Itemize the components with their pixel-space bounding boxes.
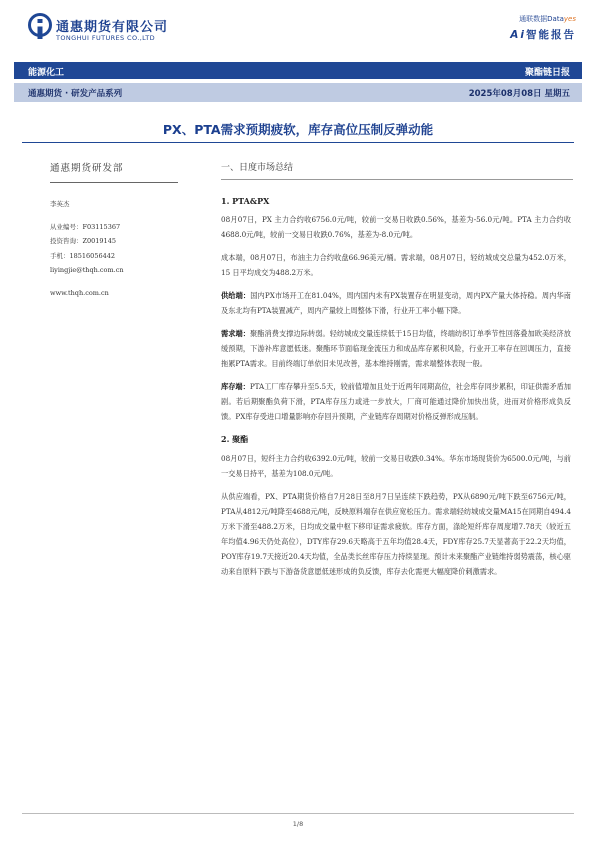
polyester-analysis-paragraph: 从供应端看，PX、PTA期货价格自7月28日至8月7日呈连续下跌趋势，PX从6890元/吨下跌至6756元/吨，PTA从4812元/吨降至4688元/吨，反映原料端存在供应宽松压力。需求端轻纺城成交量MA15在同期自494.4万米下滑至488.2万米，日均成交量中枢下移印证需求疲软。库存方面，涤纶短纤库存周度增7.78天（较近五年均值4.96天仍处高位），DTY库存29.6天略高于五年均值28.4天，FDY库存25.7天显著高于22.2天均值，POY库存19.7天接近20.4天均值，全品类长丝库存压力持续显现。预计未来聚酯产业链维持弱势震荡，核心驱动来自原料下跌与下游备货意愿低迷形成的负反馈，库存去化需更大幅度降价刺激需求。	[221, 492, 571, 576]
sidebar-divider	[50, 182, 178, 183]
subsection-pta-px: 1. PTA&PX	[221, 196, 270, 206]
series-label: 通惠期货 · 研发产品系列	[28, 89, 123, 99]
page-number: 1/8	[292, 820, 304, 828]
footer-divider	[22, 813, 574, 814]
analyst-name: 李英杰	[50, 200, 70, 208]
practice-license: 从业编号：F03115367	[50, 222, 121, 231]
section-divider	[221, 179, 573, 180]
cost-demand-paragraph: 成本端，08月07日，布油主力合约收盘66.96美元/桶。需求端，08月07日，轻纺城成交总量为452.0万米，15 日平均成交为488.2万米。	[221, 253, 571, 277]
company-name-cn: 通惠期货有限公司	[56, 20, 169, 35]
category-band	[14, 62, 582, 79]
demand-paragraph: 需求端：聚酯消费支撑边际转弱。轻纺城成交量连续低于15日均值，终端纺织订单季节性回落叠加欧美经济放缓预期，下游补库意愿低迷。聚酯环节面临现金流压力和成品库存累积风险，行业开工率存在回调压力，直接拖累PTA需求。目前终端订单依旧未见改善，基本维持刚需，需求端整体表现一般。	[221, 329, 571, 368]
inventory-paragraph: 库存端：PTA工厂库存攀升至5.5天，较前值增加且处于近两年同期高位，社会库存同步累积，印证供需矛盾加剧。若后期聚酯负荷下滑，PTA库存压力或进一步放大，厂商可能通过降价加快出货，进而对价格形成负反馈。PX库存受进口增量影响亦存回升预期，产业链库存周期对价格反弹形成压制。	[221, 382, 571, 421]
ai-report-label: Ai智能报告	[510, 29, 576, 41]
section-heading: 一、日度市场总结	[221, 163, 294, 173]
category-label: 能源化工	[28, 68, 65, 78]
page-header	[0, 0, 596, 58]
supply-paragraph: 供给端：国内PX市场开工在81.04%，周内国内未有PX装置存在明显变动，周内PX产量大体持稳。周内华南及东北均有PTA装置减产，周内产量较上周整体下滑，行业开工率小幅下降。	[221, 291, 571, 315]
report-date: 2025年08月08日 星期五	[468, 89, 570, 99]
series-band	[14, 83, 582, 102]
ai-report-badge	[510, 14, 576, 42]
polyester-price-paragraph: 08月07日，短纤主力合约收6392.0元/吨，较前一交易日收跌0.34%。华东市场现货价为6500.0元/吨，与前一交易日持平，基差为108.0元/吨。	[221, 454, 571, 478]
title-divider	[22, 142, 574, 143]
subsection-polyester: 2. 聚酯	[221, 434, 249, 444]
report-body	[221, 160, 571, 587]
company-logo-icon	[28, 12, 52, 42]
company-name-en: TONGHUI FUTURES CO.,LTD	[56, 34, 156, 42]
website-link[interactable]: www.thqh.com.cn	[50, 288, 109, 297]
datayes-label: 通联数据Datayes	[519, 15, 576, 23]
phone-number: 手机：18516056442	[50, 251, 115, 260]
pta-px-price-paragraph: 08月07日，PX 主力合约收6756.0元/吨，较前一交易日收跌0.56%，基差为-56.0元/吨。PTA 主力合约收4688.0元/吨，较前一交易日收跌0.76%，基差为-8.0元/吨。	[221, 215, 571, 239]
email-link[interactable]: liyingjie@thqh.com.cn	[50, 266, 124, 274]
report-type-label: 聚酯链日报	[524, 68, 570, 78]
department-heading: 通惠期货研发部	[50, 163, 124, 174]
report-title: PX、PTA需求预期疲软，库存高位压制反弹动能	[162, 122, 434, 137]
advisory-license: 投资咨询：Z0019145	[50, 237, 116, 245]
analyst-sidebar	[50, 160, 180, 300]
